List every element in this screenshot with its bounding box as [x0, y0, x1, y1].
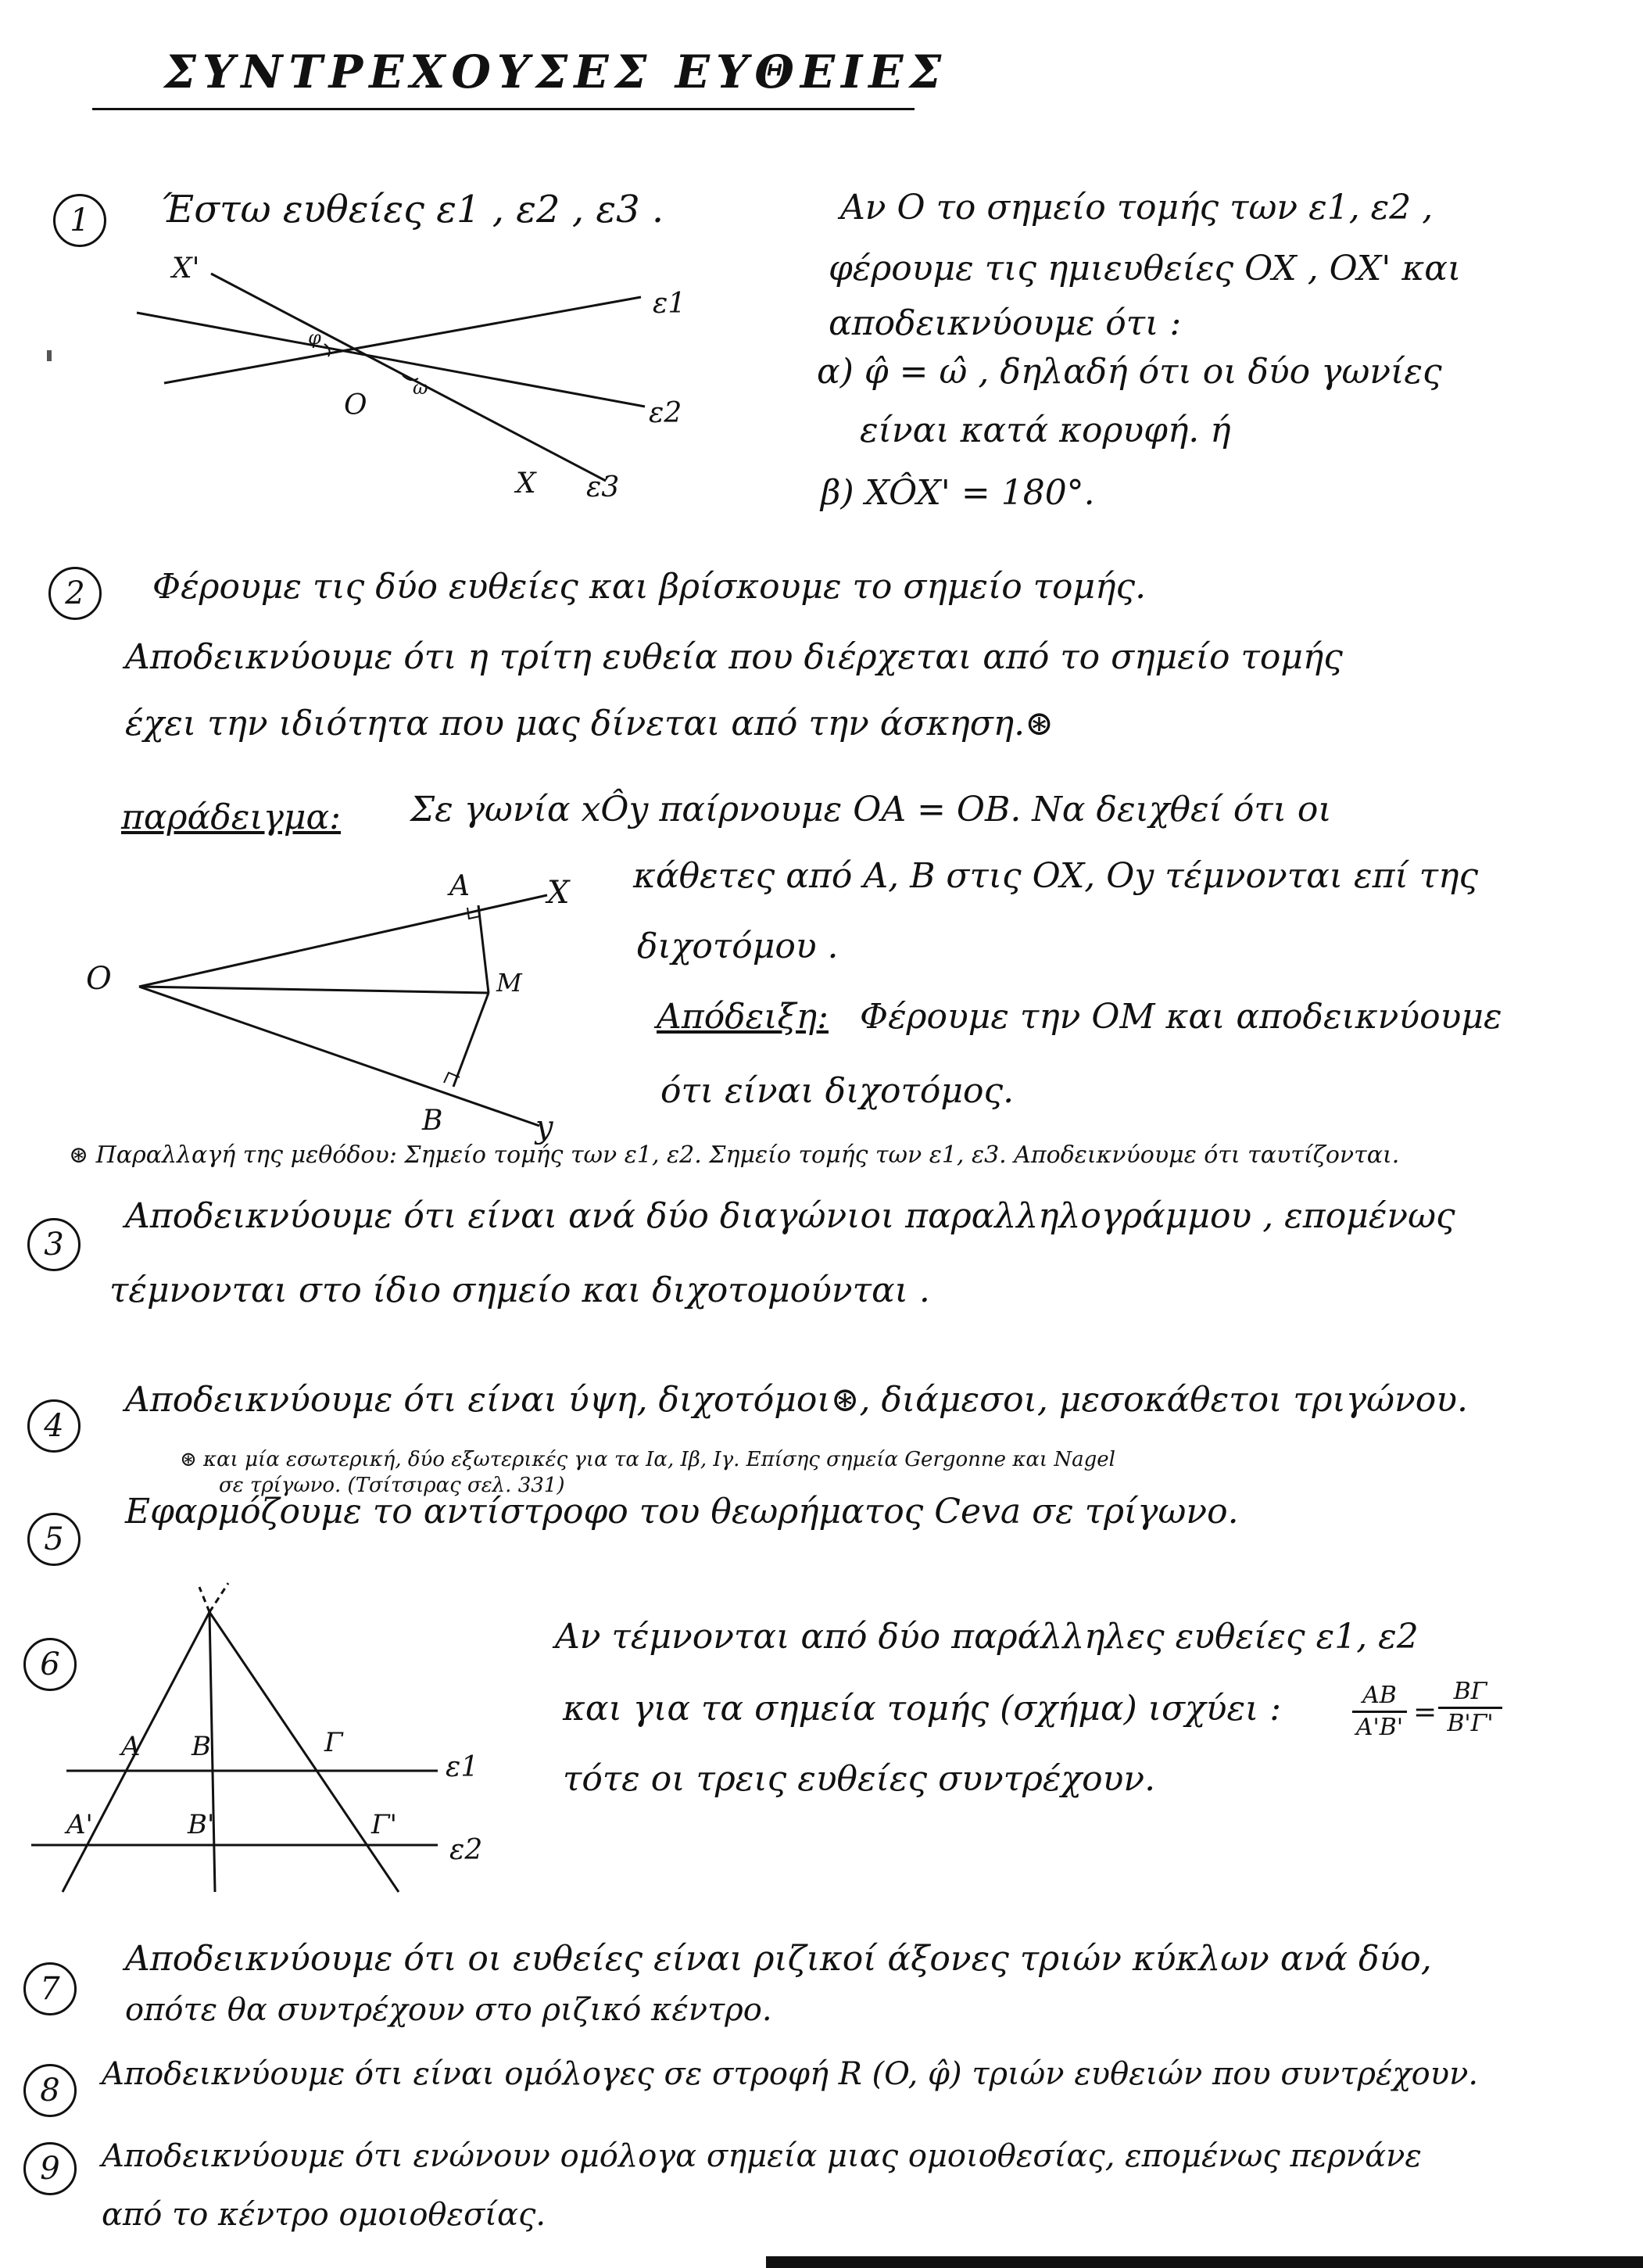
s6-text-line-3: τότε οι τρεις ευθείες συντρέχουν. — [563, 1759, 1156, 1799]
page-title: ΣΥΝΤΡΕΧΟΥΣΕΣ ΕΥΘΕΙΕΣ — [164, 45, 948, 99]
label-x: X — [547, 875, 570, 911]
label-b: B — [192, 1731, 211, 1762]
s2-text-line-3: έχει την ιδιότητα που μας δίνεται από την άσκηση.⊛ — [125, 704, 1054, 743]
s4-note-line-2: σε τρίγωνο. (Τσίτσιρας σελ. 331) — [219, 1474, 565, 1497]
item-number-5: 5 — [27, 1513, 81, 1566]
s1-text-line-3: αποδεικνύουμε ότι : — [829, 303, 1182, 343]
label-omega: ω — [413, 377, 428, 399]
label-m: M — [496, 968, 522, 998]
s1-text-line-6: β) XÔX' = 180°. — [821, 473, 1095, 513]
label-o: O — [86, 961, 112, 997]
s6-text-line-1: Αν τέμνονται από δύο παράλληλες ευθείες ε1, ε2 — [555, 1617, 1419, 1657]
line-right — [209, 1612, 399, 1892]
s1-text-line-4: α) φ̂ = ω̂ , δηλαδή ότι οι δύο γωνίες — [817, 352, 1442, 392]
label-e1: ε1 — [446, 1751, 479, 1783]
label-e1: ε1 — [653, 288, 686, 320]
fraction-ab-over-apbp — [1352, 1681, 1407, 1743]
s4-note-line-1: ⊛ και μία εσωτερική, δύο εξωτερικές για τα Iα, Iβ, Iγ. Επίσης σημεία Gergonne και Nagel — [180, 1448, 1115, 1471]
s2-example-label: παράδειγμα: — [121, 797, 341, 837]
item-number-7: 7 — [23, 1962, 77, 2015]
scan-edge-bar — [766, 2256, 1643, 2268]
fraction-bg-over-bpgp — [1438, 1677, 1502, 1739]
fraction-1-denominator: A'B' — [1355, 1714, 1404, 1741]
s4-text-line-1: Αποδεικνύουμε ότι είναι ύψη, διχοτόμοι⊛, διάμεσοι, μεσοκάθετοι τριγώνου. — [125, 1380, 1468, 1420]
s1-text-line-1: Αν O το σημείο τομής των ε1, ε2 , — [840, 188, 1434, 228]
concurrency-dashes-2 — [199, 1587, 209, 1612]
label-x: X — [516, 468, 536, 500]
s2-text-line-6: διχοτόμου . — [637, 926, 839, 966]
s9-text-line-1: Αποδεικνύουμε ότι ενώνουν ομόλογα σημεία μιας ομοιοθεσίας, επομένως περνάνε — [102, 2138, 1422, 2174]
s5-text-line-1: Εφαρμόζουμε το αντίστροφο του θεωρήματος Ceva σε τρίγωνο. — [125, 1492, 1239, 1532]
item-number-6: 6 — [23, 1638, 77, 1691]
label-gamma-prime: Γ' — [371, 1809, 397, 1840]
s6-text-line-2: και για τα σημεία τομής (σχήμα) ισχύει : — [563, 1689, 1282, 1729]
s9-text-line-2: από το κέντρο ομοιοθεσίας. — [102, 2197, 546, 2233]
s2-text-line-1: Φέρουμε τις δύο ευθείες και βρίσκουμε το σημείο τομής. — [152, 567, 1147, 607]
s2-text-line-8: ότι είναι διχοτόμος. — [660, 1071, 1015, 1111]
label-e2: ε2 — [449, 1834, 483, 1866]
s1-text-line-5: είναι κατά κορυφή. ή — [860, 410, 1231, 450]
fraction-2-denominator: B'Γ' — [1447, 1710, 1494, 1737]
s2-footnote: ⊛ Παραλλαγή της μεθόδου: Σημείο τομής των ε1, ε2. Σημείο τομής των ε1, ε3. Αποδεικνύουμε ότι ταυτίζονται. — [69, 1141, 1400, 1169]
item-number-1: 1 — [53, 194, 106, 247]
label-e3: ε3 — [586, 471, 620, 503]
s2-proof-text: Φέρουμε την OM και αποδεικνύουμε — [860, 997, 1502, 1037]
label-b: B — [422, 1105, 443, 1137]
label-x-prime: X' — [172, 253, 200, 285]
s2-text-line-5: κάθετες από A, B στις OX, Oy τέμνονται επί της — [633, 856, 1479, 896]
label-e2: ε2 — [649, 397, 682, 429]
s1-intro: Έστω ευθείες ε1 , ε2 , ε3 . — [160, 188, 664, 231]
item-number-9: 9 — [23, 2142, 77, 2195]
s3-text-line-2: τέμνονται στο ίδιο σημείο και διχοτομούνται . — [109, 1270, 930, 1310]
s2-text-line-2: Αποδεικνύουμε ότι η τρίτη ευθεία που διέρχεται από το σημείο τομής — [125, 637, 1343, 677]
s7-text-line-2: οπότε θα συντρέχουν στο ριζικό κέντρο. — [125, 1992, 772, 2028]
label-o: O — [344, 389, 367, 421]
fraction-2-numerator: BΓ — [1438, 1677, 1502, 1709]
s3-text-line-1: Αποδεικνύουμε ότι είναι ανά δύο διαγώνιοι παραλληλογράμμου , επομένως — [125, 1196, 1455, 1236]
concurrency-dashes — [209, 1583, 228, 1612]
item-number-4: 4 — [27, 1399, 81, 1453]
fraction-equals: = — [1413, 1697, 1437, 1729]
label-a: A — [121, 1731, 141, 1762]
label-phi: φ — [308, 327, 321, 349]
s1-text-line-2: φέρουμε τις ημιευθείες OX , OX' και — [829, 249, 1462, 288]
label-y: y — [535, 1109, 553, 1145]
s6-figure — [0, 0, 547, 1954]
s2-proof-label: Απόδειξη: — [657, 997, 829, 1037]
label-a-prime: A' — [66, 1809, 93, 1840]
s7-text-line-1: Αποδεικνύουμε ότι οι ευθείες είναι ριζικοί άξονες τριών κύκλων ανά δύο, — [125, 1939, 1432, 1979]
item-number-3: 3 — [27, 1218, 81, 1271]
s2-example-text: Σε γωνία xÔy παίρνουμε OA = OB. Να δειχθεί ότι οι — [410, 790, 1332, 829]
item-number-8: 8 — [23, 2064, 77, 2117]
s8-text-line-1: Αποδεικνύουμε ότι είναι ομόλογες σε στροφή R (O, φ̂) τριών ευθειών που συντρέχουν. — [102, 2056, 1479, 2092]
label-a: A — [449, 870, 470, 902]
label-gamma: Γ — [324, 1727, 343, 1758]
label-b-prime: B' — [188, 1809, 215, 1840]
fraction-1-numerator: AB — [1352, 1681, 1407, 1713]
item-number-2: 2 — [48, 567, 102, 620]
